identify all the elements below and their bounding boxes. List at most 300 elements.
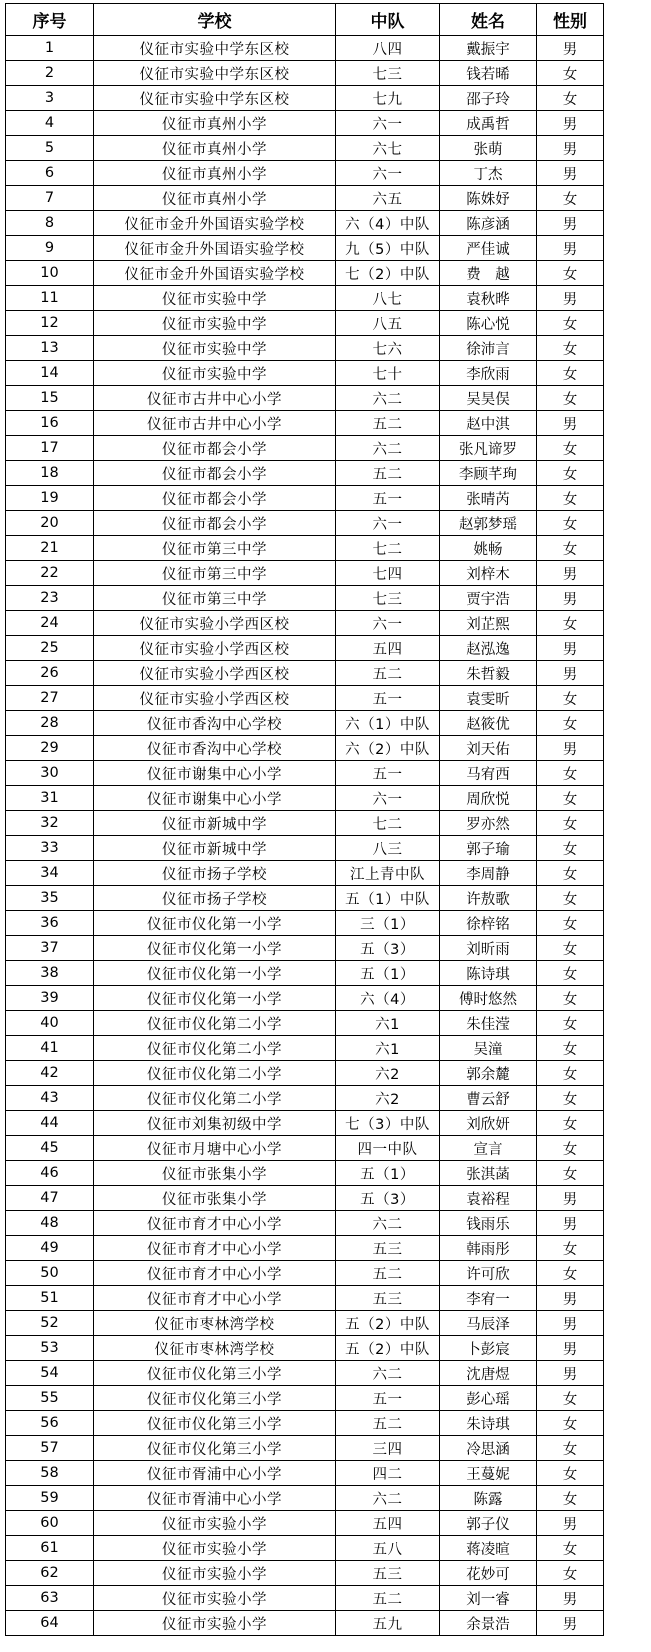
cell-number: 42 (6, 1061, 94, 1086)
cell-squad: 八五 (336, 311, 440, 336)
table-row (6, 1336, 604, 1361)
cell-school: 仪征市都会小学 (94, 436, 336, 461)
cell-number: 4 (6, 111, 94, 136)
student-table (5, 3, 604, 1636)
table-row (6, 636, 604, 661)
table-row (6, 61, 604, 86)
cell-school: 仪征市实验中学东区校 (94, 86, 336, 111)
cell-squad: 六五 (336, 186, 440, 211)
cell-number: 27 (6, 686, 94, 711)
cell-school: 仪征市实验小学西区校 (94, 636, 336, 661)
table-row (6, 436, 604, 461)
cell-name: 刘芷熙 (440, 611, 537, 636)
cell-number: 46 (6, 1161, 94, 1186)
cell-school: 仪征市新城中学 (94, 836, 336, 861)
cell-school: 仪征市胥浦中心小学 (94, 1461, 336, 1486)
cell-gender: 女 (537, 86, 604, 111)
cell-number: 50 (6, 1261, 94, 1286)
cell-squad: 江上青中队 (336, 861, 440, 886)
cell-school: 仪征市仪化第一小学 (94, 986, 336, 1011)
cell-school: 仪征市实验中学 (94, 311, 336, 336)
cell-school: 仪征市新城中学 (94, 811, 336, 836)
cell-school: 仪征市仪化第三小学 (94, 1361, 336, 1386)
cell-name: 刘昕雨 (440, 936, 537, 961)
cell-gender: 男 (537, 236, 604, 261)
cell-school: 仪征市刘集初级中学 (94, 1111, 336, 1136)
cell-school: 仪征市实验小学西区校 (94, 686, 336, 711)
table-row (6, 711, 604, 736)
cell-gender: 男 (537, 161, 604, 186)
cell-name: 彭心瑶 (440, 1386, 537, 1411)
table-row (6, 986, 604, 1011)
cell-number: 23 (6, 586, 94, 611)
table-row (6, 936, 604, 961)
cell-squad: 五一 (336, 1386, 440, 1411)
cell-name: 马辰泽 (440, 1311, 537, 1336)
cell-number: 14 (6, 361, 94, 386)
cell-number: 29 (6, 736, 94, 761)
column-header-school: 学校 (94, 4, 336, 36)
cell-number: 11 (6, 286, 94, 311)
header-row (6, 4, 604, 36)
cell-name: 陈心悦 (440, 311, 537, 336)
cell-school: 仪征市仪化第二小学 (94, 1011, 336, 1036)
table-row (6, 786, 604, 811)
cell-gender: 女 (537, 1261, 604, 1286)
cell-school: 仪征市谢集中心小学 (94, 786, 336, 811)
cell-school: 仪征市香沟中心学校 (94, 711, 336, 736)
cell-gender: 女 (537, 1111, 604, 1136)
cell-name: 袁雯昕 (440, 686, 537, 711)
cell-name: 张凡谛罗 (440, 436, 537, 461)
table-row (6, 1236, 604, 1261)
cell-number: 58 (6, 1461, 94, 1486)
cell-school: 仪征市实验小学西区校 (94, 611, 336, 636)
cell-school: 仪征市金升外国语实验学校 (94, 211, 336, 236)
cell-name: 郭子仪 (440, 1511, 537, 1536)
cell-number: 31 (6, 786, 94, 811)
cell-gender: 女 (537, 686, 604, 711)
cell-school: 仪征市第三中学 (94, 586, 336, 611)
cell-gender: 男 (537, 561, 604, 586)
cell-number: 61 (6, 1536, 94, 1561)
table-row (6, 336, 604, 361)
cell-gender: 男 (537, 1311, 604, 1336)
cell-number: 28 (6, 711, 94, 736)
table-row (6, 1411, 604, 1436)
cell-squad: 七六 (336, 336, 440, 361)
cell-name: 蒋凌暄 (440, 1536, 537, 1561)
cell-gender: 女 (537, 1486, 604, 1511)
cell-name: 罗亦然 (440, 811, 537, 836)
cell-school: 仪征市仪化第一小学 (94, 961, 336, 986)
cell-name: 张晴芮 (440, 486, 537, 511)
student-list-sheet (5, 3, 604, 1636)
cell-number: 40 (6, 1011, 94, 1036)
cell-squad: 五二 (336, 661, 440, 686)
cell-school: 仪征市仪化第三小学 (94, 1411, 336, 1436)
cell-gender: 女 (537, 336, 604, 361)
cell-name: 严佳诚 (440, 236, 537, 261)
cell-number: 21 (6, 536, 94, 561)
cell-name: 许可欣 (440, 1261, 537, 1286)
cell-number: 62 (6, 1561, 94, 1586)
table-row (6, 111, 604, 136)
cell-number: 41 (6, 1036, 94, 1061)
cell-name: 吴昊俣 (440, 386, 537, 411)
cell-school: 仪征市育才中心小学 (94, 1286, 336, 1311)
cell-squad: 九（5）中队 (336, 236, 440, 261)
cell-school: 仪征市实验中学东区校 (94, 61, 336, 86)
cell-gender: 男 (537, 1286, 604, 1311)
cell-gender: 女 (537, 511, 604, 536)
table-row (6, 686, 604, 711)
table-row (6, 961, 604, 986)
table-row (6, 411, 604, 436)
cell-squad: 六七 (336, 136, 440, 161)
cell-name: 贾宇浩 (440, 586, 537, 611)
table-row (6, 1261, 604, 1286)
cell-name: 郭子瑜 (440, 836, 537, 861)
cell-gender: 男 (537, 211, 604, 236)
cell-squad: 八四 (336, 36, 440, 61)
cell-gender: 女 (537, 811, 604, 836)
table-row (6, 1486, 604, 1511)
cell-gender: 女 (537, 1086, 604, 1111)
cell-name: 成禹哲 (440, 111, 537, 136)
cell-name: 刘一睿 (440, 1586, 537, 1611)
cell-squad: 八七 (336, 286, 440, 311)
cell-number: 18 (6, 461, 94, 486)
cell-gender: 男 (537, 586, 604, 611)
cell-name: 卜彭宸 (440, 1336, 537, 1361)
cell-school: 仪征市真州小学 (94, 161, 336, 186)
cell-number: 12 (6, 311, 94, 336)
cell-squad: 五（1）中队 (336, 886, 440, 911)
cell-number: 5 (6, 136, 94, 161)
cell-gender: 男 (537, 286, 604, 311)
cell-number: 49 (6, 1236, 94, 1261)
table-row (6, 136, 604, 161)
cell-gender: 女 (537, 1436, 604, 1461)
cell-squad: 六一 (336, 611, 440, 636)
cell-school: 仪征市仪化第二小学 (94, 1086, 336, 1111)
cell-name: 李周静 (440, 861, 537, 886)
cell-school: 仪征市实验中学东区校 (94, 36, 336, 61)
cell-squad: 六二 (336, 436, 440, 461)
cell-school: 仪征市张集小学 (94, 1161, 336, 1186)
table-row (6, 1036, 604, 1061)
cell-squad: 七（3）中队 (336, 1111, 440, 1136)
cell-name: 陈露 (440, 1486, 537, 1511)
cell-school: 仪征市枣林湾学校 (94, 1311, 336, 1336)
cell-gender: 女 (537, 961, 604, 986)
table-row (6, 186, 604, 211)
table-row (6, 1536, 604, 1561)
cell-school: 仪征市仪化第三小学 (94, 1386, 336, 1411)
table-row (6, 236, 604, 261)
cell-gender: 男 (537, 36, 604, 61)
table-row (6, 561, 604, 586)
table-row (6, 461, 604, 486)
cell-number: 19 (6, 486, 94, 511)
table-row (6, 161, 604, 186)
cell-squad: 六（4） (336, 986, 440, 1011)
table-row (6, 211, 604, 236)
table-row (6, 1061, 604, 1086)
cell-squad: 六1 (336, 1036, 440, 1061)
cell-squad: 五一 (336, 686, 440, 711)
table-row (6, 511, 604, 536)
cell-number: 6 (6, 161, 94, 186)
cell-school: 仪征市真州小学 (94, 136, 336, 161)
cell-name: 吴潼 (440, 1036, 537, 1061)
table-row (6, 261, 604, 286)
cell-school: 仪征市第三中学 (94, 536, 336, 561)
cell-number: 51 (6, 1286, 94, 1311)
cell-gender: 女 (537, 1386, 604, 1411)
cell-number: 8 (6, 211, 94, 236)
cell-name: 李欣雨 (440, 361, 537, 386)
cell-number: 20 (6, 511, 94, 536)
table-row (6, 1511, 604, 1536)
cell-gender: 女 (537, 886, 604, 911)
cell-gender: 女 (537, 261, 604, 286)
cell-name: 李顾芊珣 (440, 461, 537, 486)
cell-squad: 七三 (336, 61, 440, 86)
cell-gender: 女 (537, 61, 604, 86)
cell-gender: 女 (537, 1461, 604, 1486)
cell-gender: 男 (537, 1511, 604, 1536)
cell-gender: 男 (537, 111, 604, 136)
cell-name: 刘梓木 (440, 561, 537, 586)
cell-name: 钱雨乐 (440, 1211, 537, 1236)
cell-gender: 男 (537, 1361, 604, 1386)
cell-name: 周欣悦 (440, 786, 537, 811)
cell-squad: 六一 (336, 511, 440, 536)
cell-school: 仪征市金升外国语实验学校 (94, 236, 336, 261)
cell-gender: 女 (537, 611, 604, 636)
cell-school: 仪征市月塘中心小学 (94, 1136, 336, 1161)
cell-squad: 六一 (336, 786, 440, 811)
cell-school: 仪征市仪化第一小学 (94, 911, 336, 936)
cell-gender: 女 (537, 836, 604, 861)
cell-number: 48 (6, 1211, 94, 1236)
cell-gender: 女 (537, 361, 604, 386)
cell-number: 10 (6, 261, 94, 286)
cell-number: 44 (6, 1111, 94, 1136)
cell-name: 朱佳滢 (440, 1011, 537, 1036)
cell-squad: 六2 (336, 1086, 440, 1111)
cell-name: 徐沛言 (440, 336, 537, 361)
cell-name: 傅时悠然 (440, 986, 537, 1011)
cell-name: 李宥一 (440, 1286, 537, 1311)
cell-gender: 女 (537, 936, 604, 961)
cell-name: 赵郭梦瑶 (440, 511, 537, 536)
cell-gender: 女 (537, 486, 604, 511)
table-row (6, 1011, 604, 1036)
table-row (6, 1211, 604, 1236)
cell-gender: 女 (537, 386, 604, 411)
cell-gender: 女 (537, 1536, 604, 1561)
cell-number: 37 (6, 936, 94, 961)
cell-school: 仪征市实验中学 (94, 336, 336, 361)
cell-squad: 六二 (336, 1211, 440, 1236)
cell-name: 赵中淇 (440, 411, 537, 436)
table-row (6, 1161, 604, 1186)
cell-name: 邵子玲 (440, 86, 537, 111)
cell-name: 张淇菡 (440, 1161, 537, 1186)
cell-squad: 六（1）中队 (336, 711, 440, 736)
cell-squad: 四二 (336, 1461, 440, 1486)
cell-school: 仪征市实验小学 (94, 1511, 336, 1536)
cell-gender: 男 (537, 1186, 604, 1211)
cell-squad: 五（1） (336, 961, 440, 986)
cell-gender: 女 (537, 436, 604, 461)
table-row (6, 1461, 604, 1486)
cell-squad: 七十 (336, 361, 440, 386)
cell-squad: 六二 (336, 1361, 440, 1386)
cell-name: 沈唐煜 (440, 1361, 537, 1386)
cell-school: 仪征市枣林湾学校 (94, 1336, 336, 1361)
cell-gender: 男 (537, 1586, 604, 1611)
cell-number: 64 (6, 1611, 94, 1636)
cell-school: 仪征市香沟中心学校 (94, 736, 336, 761)
table-row (6, 611, 604, 636)
cell-number: 25 (6, 636, 94, 661)
cell-name: 朱哲毅 (440, 661, 537, 686)
cell-squad: 六二 (336, 386, 440, 411)
cell-squad: 六（4）中队 (336, 211, 440, 236)
cell-school: 仪征市真州小学 (94, 111, 336, 136)
cell-school: 仪征市仪化第二小学 (94, 1061, 336, 1086)
cell-number: 43 (6, 1086, 94, 1111)
table-row (6, 1586, 604, 1611)
cell-name: 韩雨彤 (440, 1236, 537, 1261)
cell-gender: 男 (537, 411, 604, 436)
cell-number: 59 (6, 1486, 94, 1511)
cell-name: 王蔓妮 (440, 1461, 537, 1486)
cell-number: 33 (6, 836, 94, 861)
cell-gender: 男 (537, 736, 604, 761)
cell-number: 55 (6, 1386, 94, 1411)
cell-school: 仪征市扬子学校 (94, 886, 336, 911)
cell-gender: 女 (537, 1061, 604, 1086)
cell-number: 17 (6, 436, 94, 461)
cell-squad: 三（1） (336, 911, 440, 936)
cell-school: 仪征市古井中心小学 (94, 411, 336, 436)
table-body (6, 36, 604, 1636)
cell-name: 姚畅 (440, 536, 537, 561)
cell-school: 仪征市真州小学 (94, 186, 336, 211)
cell-number: 30 (6, 761, 94, 786)
cell-name: 戴振宇 (440, 36, 537, 61)
table-row (6, 1086, 604, 1111)
cell-gender: 女 (537, 1011, 604, 1036)
cell-school: 仪征市扬子学校 (94, 861, 336, 886)
cell-name: 陈诗琪 (440, 961, 537, 986)
cell-squad: 五二 (336, 1261, 440, 1286)
cell-squad: 五八 (336, 1536, 440, 1561)
table-row (6, 536, 604, 561)
cell-school: 仪征市实验小学 (94, 1586, 336, 1611)
cell-school: 仪征市都会小学 (94, 486, 336, 511)
cell-gender: 女 (537, 1161, 604, 1186)
cell-school: 仪征市都会小学 (94, 511, 336, 536)
cell-number: 3 (6, 86, 94, 111)
cell-squad: 五一 (336, 486, 440, 511)
cell-school: 仪征市胥浦中心小学 (94, 1486, 336, 1511)
cell-squad: 六1 (336, 1011, 440, 1036)
cell-name: 宣言 (440, 1136, 537, 1161)
cell-school: 仪征市育才中心小学 (94, 1236, 336, 1261)
cell-number: 13 (6, 336, 94, 361)
table-row (6, 1561, 604, 1586)
cell-number: 56 (6, 1411, 94, 1436)
cell-name: 钱若晞 (440, 61, 537, 86)
cell-gender: 女 (537, 1561, 604, 1586)
cell-school: 仪征市实验中学 (94, 286, 336, 311)
cell-gender: 女 (537, 786, 604, 811)
table-row (6, 286, 604, 311)
cell-number: 2 (6, 61, 94, 86)
table-row (6, 761, 604, 786)
cell-school: 仪征市仪化第三小学 (94, 1436, 336, 1461)
column-header-name: 姓名 (440, 4, 537, 36)
cell-gender: 女 (537, 1411, 604, 1436)
cell-gender: 女 (537, 536, 604, 561)
cell-squad: 五三 (336, 1561, 440, 1586)
cell-gender: 男 (537, 661, 604, 686)
cell-school: 仪征市仪化第一小学 (94, 936, 336, 961)
cell-squad: 五二 (336, 411, 440, 436)
cell-number: 26 (6, 661, 94, 686)
cell-squad: 五四 (336, 1511, 440, 1536)
cell-gender: 男 (537, 1336, 604, 1361)
cell-number: 39 (6, 986, 94, 1011)
cell-squad: 五（1） (336, 1161, 440, 1186)
cell-squad: 五（3） (336, 1186, 440, 1211)
cell-squad: 五三 (336, 1286, 440, 1311)
table-row (6, 911, 604, 936)
cell-gender: 女 (537, 761, 604, 786)
cell-squad: 六一 (336, 161, 440, 186)
cell-school: 仪征市谢集中心小学 (94, 761, 336, 786)
table-row (6, 1111, 604, 1136)
cell-number: 57 (6, 1436, 94, 1461)
cell-name: 徐梓铭 (440, 911, 537, 936)
table-row (6, 1286, 604, 1311)
cell-gender: 女 (537, 461, 604, 486)
cell-squad: 八三 (336, 836, 440, 861)
cell-gender: 女 (537, 311, 604, 336)
cell-school: 仪征市实验小学 (94, 1561, 336, 1586)
cell-squad: 五四 (336, 636, 440, 661)
cell-number: 53 (6, 1336, 94, 1361)
cell-gender: 男 (537, 636, 604, 661)
cell-number: 35 (6, 886, 94, 911)
cell-name: 丁杰 (440, 161, 537, 186)
cell-number: 36 (6, 911, 94, 936)
table-row (6, 836, 604, 861)
cell-gender: 女 (537, 186, 604, 211)
cell-squad: 五二 (336, 461, 440, 486)
cell-number: 9 (6, 236, 94, 261)
column-header-gender: 性别 (537, 4, 604, 36)
cell-squad: 四一中队 (336, 1136, 440, 1161)
cell-name: 余景浩 (440, 1611, 537, 1636)
cell-gender: 男 (537, 136, 604, 161)
